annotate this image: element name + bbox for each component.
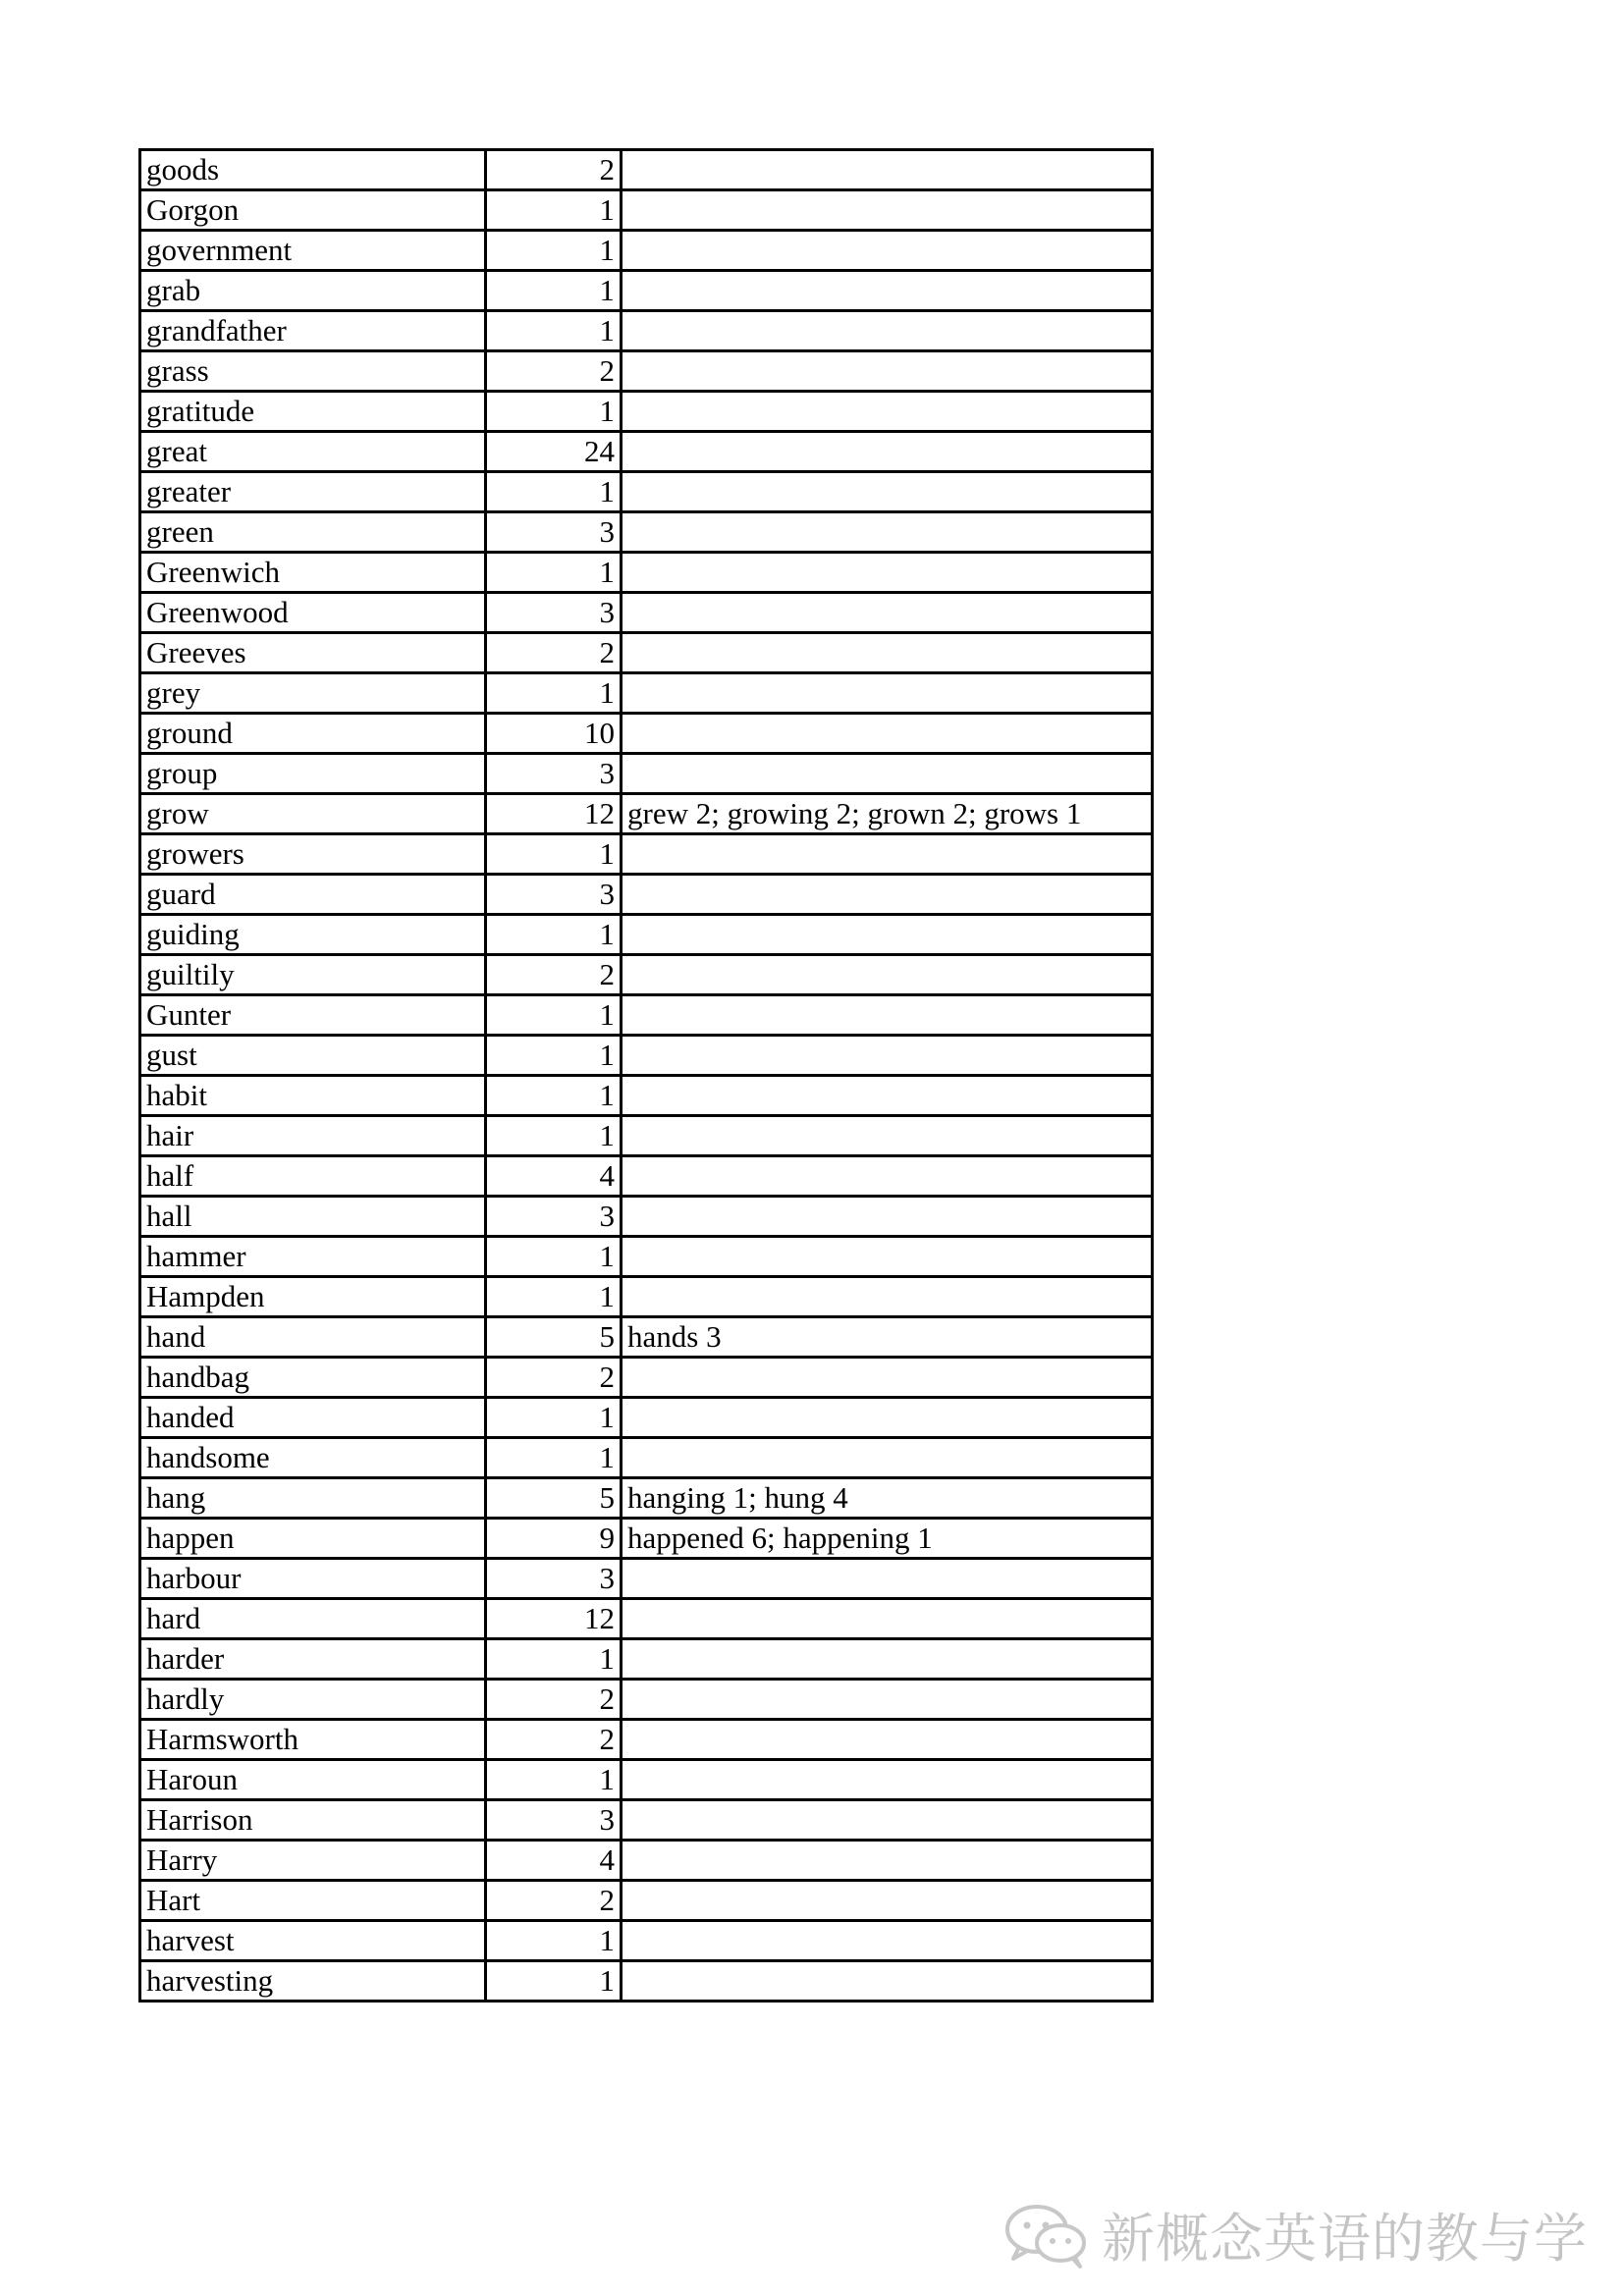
word-cell: grey [140, 673, 486, 714]
word-cell: Harrison [140, 1800, 486, 1841]
word-forms-cell [622, 593, 1153, 633]
word-cell: Harry [140, 1841, 486, 1881]
word-forms-cell [622, 1559, 1153, 1599]
word-cell: handed [140, 1398, 486, 1438]
word-forms-cell [622, 714, 1153, 754]
count-cell: 2 [486, 1720, 622, 1760]
word-forms-cell [622, 1680, 1153, 1720]
table-row [140, 673, 1153, 714]
count-cell: 9 [486, 1519, 622, 1559]
count-cell: 12 [486, 794, 622, 834]
word-cell: harvesting [140, 1961, 486, 2002]
count-cell: 2 [486, 1680, 622, 1720]
table-row [140, 392, 1153, 432]
count-cell: 3 [486, 593, 622, 633]
word-forms-cell [622, 1961, 1153, 2002]
word-cell: guiding [140, 915, 486, 955]
word-forms-cell [622, 231, 1153, 271]
word-cell: happen [140, 1519, 486, 1559]
word-forms-cell [622, 1277, 1153, 1317]
count-cell: 1 [486, 271, 622, 311]
word-forms-cell [622, 1841, 1153, 1881]
count-cell: 1 [486, 1438, 622, 1478]
table-row [140, 1116, 1153, 1156]
word-cell: harder [140, 1639, 486, 1680]
word-frequency-table [138, 148, 1154, 2002]
table-row [140, 1317, 1153, 1358]
word-forms-cell [622, 472, 1153, 512]
word-cell: Greenwich [140, 553, 486, 593]
count-cell: 3 [486, 1800, 622, 1841]
word-forms-cell [622, 1438, 1153, 1478]
wechat-icon [1001, 2200, 1092, 2269]
word-forms-cell [622, 1639, 1153, 1680]
table-row [140, 1639, 1153, 1680]
table-row [140, 1881, 1153, 1921]
word-forms-cell: grew 2; growing 2; grown 2; grows 1 [622, 794, 1153, 834]
word-cell: handbag [140, 1358, 486, 1398]
table-row [140, 1197, 1153, 1237]
count-cell: 1 [486, 673, 622, 714]
word-forms-cell [622, 351, 1153, 392]
table-row [140, 1961, 1153, 2002]
word-cell: hall [140, 1197, 486, 1237]
table-row [140, 915, 1153, 955]
count-cell: 1 [486, 1760, 622, 1800]
word-cell: government [140, 231, 486, 271]
word-forms-cell [622, 1599, 1153, 1639]
table-row [140, 794, 1153, 834]
word-cell: great [140, 432, 486, 472]
table-row [140, 1277, 1153, 1317]
word-forms-cell: hands 3 [622, 1317, 1153, 1358]
count-cell: 2 [486, 351, 622, 392]
table-row [140, 1559, 1153, 1599]
table-row [140, 1478, 1153, 1519]
word-forms-cell [622, 271, 1153, 311]
word-cell: Greenwood [140, 593, 486, 633]
count-cell: 10 [486, 714, 622, 754]
word-forms-cell [622, 1076, 1153, 1116]
word-cell: hardly [140, 1680, 486, 1720]
word-cell: Gorgon [140, 190, 486, 231]
table-row [140, 714, 1153, 754]
count-cell: 2 [486, 633, 622, 673]
word-cell: gratitude [140, 392, 486, 432]
word-cell: handsome [140, 1438, 486, 1478]
count-cell: 5 [486, 1317, 622, 1358]
word-cell: Gunter [140, 995, 486, 1036]
count-cell: 1 [486, 1036, 622, 1076]
word-cell: hang [140, 1478, 486, 1519]
watermark-text: 新概念英语的教与学 [1102, 2207, 1588, 2269]
count-cell: 1 [486, 392, 622, 432]
word-cell: guard [140, 875, 486, 915]
word-forms-cell [622, 955, 1153, 995]
word-forms-cell [622, 150, 1153, 190]
watermark [1001, 2195, 1588, 2273]
table-row [140, 955, 1153, 995]
table-row [140, 1237, 1153, 1277]
table-row [140, 1921, 1153, 1961]
count-cell: 3 [486, 754, 622, 794]
count-cell: 1 [486, 553, 622, 593]
word-table-body [140, 150, 1153, 2002]
count-cell: 1 [486, 1639, 622, 1680]
word-cell: grass [140, 351, 486, 392]
word-cell: hand [140, 1317, 486, 1358]
word-cell: growers [140, 834, 486, 875]
count-cell: 1 [486, 1921, 622, 1961]
word-cell: green [140, 512, 486, 553]
count-cell: 1 [486, 834, 622, 875]
table-row [140, 834, 1153, 875]
word-cell: goods [140, 150, 486, 190]
count-cell: 2 [486, 1881, 622, 1921]
word-forms-cell [622, 553, 1153, 593]
word-cell: habit [140, 1076, 486, 1116]
table-row [140, 995, 1153, 1036]
word-cell: ground [140, 714, 486, 754]
count-cell: 2 [486, 150, 622, 190]
count-cell: 2 [486, 1358, 622, 1398]
table-row [140, 1438, 1153, 1478]
table-row [140, 1800, 1153, 1841]
word-forms-cell: happened 6; happening 1 [622, 1519, 1153, 1559]
word-forms-cell [622, 1881, 1153, 1921]
count-cell: 1 [486, 311, 622, 351]
word-forms-cell [622, 1720, 1153, 1760]
word-forms-cell [622, 754, 1153, 794]
count-cell: 3 [486, 512, 622, 553]
table-row [140, 150, 1153, 190]
count-cell: 1 [486, 1277, 622, 1317]
table-row [140, 1599, 1153, 1639]
count-cell: 3 [486, 1559, 622, 1599]
count-cell: 4 [486, 1156, 622, 1197]
word-forms-cell [622, 311, 1153, 351]
word-forms-cell [622, 1398, 1153, 1438]
word-forms-cell [622, 1358, 1153, 1398]
word-forms-cell [622, 633, 1153, 673]
word-forms-cell [622, 190, 1153, 231]
count-cell: 1 [486, 915, 622, 955]
table-row [140, 351, 1153, 392]
word-cell: hammer [140, 1237, 486, 1277]
word-cell: grab [140, 271, 486, 311]
table-row [140, 593, 1153, 633]
table-row [140, 472, 1153, 512]
table-row [140, 553, 1153, 593]
word-cell: hair [140, 1116, 486, 1156]
word-cell: greater [140, 472, 486, 512]
word-forms-cell [622, 995, 1153, 1036]
table-row [140, 754, 1153, 794]
word-forms-cell [622, 512, 1153, 553]
table-row [140, 271, 1153, 311]
count-cell: 1 [486, 995, 622, 1036]
word-cell: group [140, 754, 486, 794]
word-forms-cell [622, 1156, 1153, 1197]
word-cell: Hart [140, 1881, 486, 1921]
count-cell: 1 [486, 1076, 622, 1116]
table-row [140, 1398, 1153, 1438]
word-cell: grandfather [140, 311, 486, 351]
word-cell: gust [140, 1036, 486, 1076]
word-forms-cell [622, 432, 1153, 472]
table-row [140, 1760, 1153, 1800]
count-cell: 2 [486, 955, 622, 995]
count-cell: 24 [486, 432, 622, 472]
table-row [140, 1841, 1153, 1881]
count-cell: 1 [486, 1116, 622, 1156]
table-row [140, 432, 1153, 472]
word-forms-cell [622, 875, 1153, 915]
count-cell: 1 [486, 1961, 622, 2002]
word-cell: grow [140, 794, 486, 834]
count-cell: 1 [486, 231, 622, 271]
table-row [140, 1036, 1153, 1076]
table-row [140, 1156, 1153, 1197]
word-forms-cell [622, 392, 1153, 432]
count-cell: 12 [486, 1599, 622, 1639]
count-cell: 1 [486, 1398, 622, 1438]
count-cell: 3 [486, 875, 622, 915]
table-row [140, 1720, 1153, 1760]
word-cell: Hampden [140, 1277, 486, 1317]
table-row [140, 1519, 1153, 1559]
word-cell: harvest [140, 1921, 486, 1961]
word-cell: Greeves [140, 633, 486, 673]
word-cell: Haroun [140, 1760, 486, 1800]
count-cell: 4 [486, 1841, 622, 1881]
word-cell: harbour [140, 1559, 486, 1599]
word-cell: half [140, 1156, 486, 1197]
table-row [140, 633, 1153, 673]
table-row [140, 1076, 1153, 1116]
word-cell: hard [140, 1599, 486, 1639]
word-forms-cell [622, 1116, 1153, 1156]
table-row [140, 512, 1153, 553]
word-forms-cell [622, 1197, 1153, 1237]
word-cell: Harmsworth [140, 1720, 486, 1760]
word-forms-cell [622, 915, 1153, 955]
table-row [140, 1680, 1153, 1720]
table-row [140, 1358, 1153, 1398]
table-row [140, 875, 1153, 915]
word-forms-cell: hanging 1; hung 4 [622, 1478, 1153, 1519]
count-cell: 1 [486, 190, 622, 231]
count-cell: 5 [486, 1478, 622, 1519]
table-row [140, 311, 1153, 351]
count-cell: 1 [486, 472, 622, 512]
word-forms-cell [622, 1237, 1153, 1277]
word-forms-cell [622, 1800, 1153, 1841]
word-forms-cell [622, 834, 1153, 875]
count-cell: 3 [486, 1197, 622, 1237]
word-forms-cell [622, 1921, 1153, 1961]
word-forms-cell [622, 673, 1153, 714]
word-forms-cell [622, 1036, 1153, 1076]
table-row [140, 231, 1153, 271]
word-cell: guiltily [140, 955, 486, 995]
table-row [140, 190, 1153, 231]
word-forms-cell [622, 1760, 1153, 1800]
count-cell: 1 [486, 1237, 622, 1277]
